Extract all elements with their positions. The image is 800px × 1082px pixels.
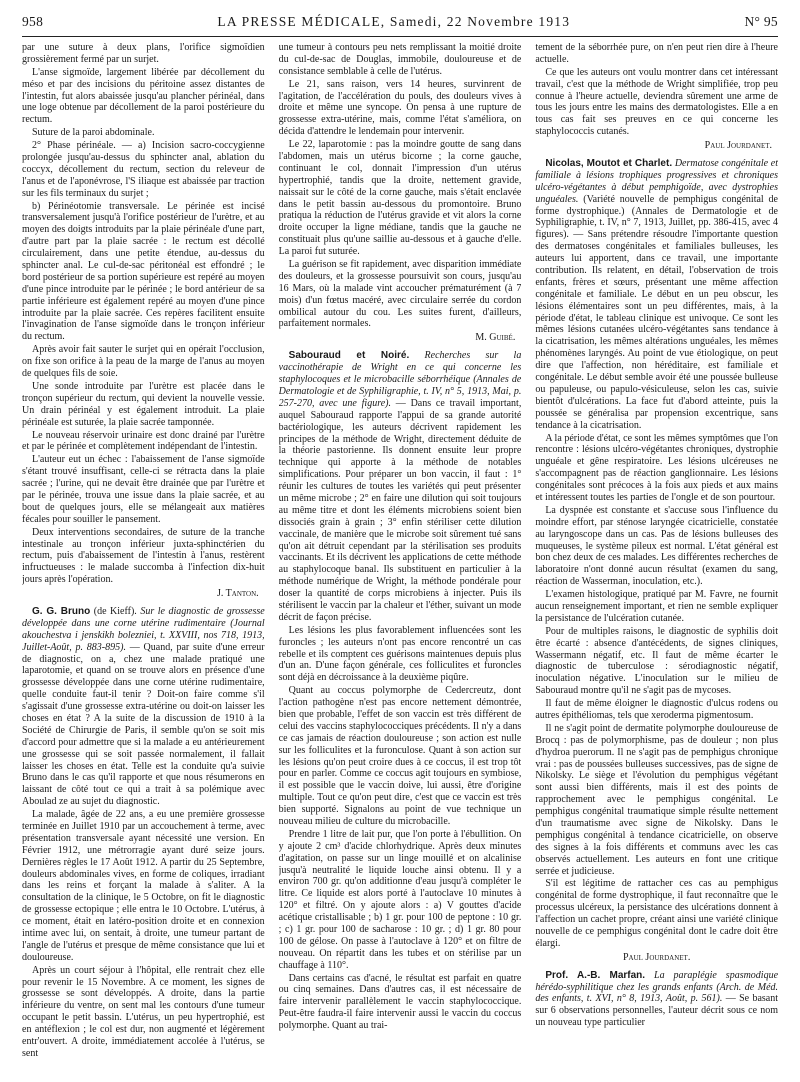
- paragraph: Une sonde introduite par l'urètre est placée dans le tronçon supérieur du rectum, qui devient la nouvelle vessie. Un drain périnéal y est également introduit. La plaie périnéale est suturée, la plaie sacrée tamponnée.: [22, 380, 265, 428]
- review-title: Dermatose congénitale et familiale à lésions trophiques progressives et chroniques ulcéro-végétantes à début pemphigoïde, avec dystrophies unguéales.: [535, 158, 778, 205]
- review-body: — Dans ce travail important, auquel Sabouraud rapporte l'appui de sa grande autorité bactériologique, les auteurs décrivent rapidement les principes de la méthode de Wright, directement déduite de la théorie pastorienne. Ils donnent ensuite leur propre technique qui apporte à la méthode de notables simplifications. Pour préparer un bon vaccin, il faut : 1° réunir les cultures de toutes les variétés qui peut présenter un même microbe ; 2° en faire une dilution qui soit toujours au même titre et dont les éléments microbiens soient bien dissociés grain à grain ; 3° enfin stériliser cette dilution vaccinale, de manière que le microbe soit sûrement tué sans qu'on ait détruit cependant par la stérilisation ses produits vaccinants. Et ils décrivent les applications de cette méthode au staphylocoque banal. Ils substituent en particulier à la méthode numérique de Wright, la méthode pondérale pour doser la quantité de corps microbiens à injecter. Puis ils stérilisent le vaccin par la chaleur et l'éther, suivant un mode décrit de façon précise.: [278, 397, 522, 623]
- review-affiliation: (de Kieff).: [93, 605, 137, 617]
- review-author: G. G. Bruno: [32, 605, 91, 617]
- paragraph: Le 21, sans raison, vers 14 heures, survinrent de l'agitation, de l'accélération du pouls, des douleurs vives à droite et même une syncope. On pensa à une rupture de grossesse extra-utérine, mais, comme l'état s'améliora, on décida d'attendre le lendemain pour intervenir.: [278, 78, 522, 138]
- paragraph: b) Périnéotomie transversale. Le périnée est incisé transversalement jusqu'à l'orifice postérieur de l'urètre, et au moyen des doigts introduits par la plaie périnéale d'une part, d'autre part par la plaie sacrée : le rectum est décollé circulairement, dans une petite étendue, au-dessus du sphincter anal. Le cul-de-sac péritonéal est effondré ; le bord postérieur de sa portion supérieure est repéré au moyen d'une pince introduite par le périnée ; le bord antérieur de sa partie inférieure est également repéré au moyen d'une pince introduite par la plaie sacrée. Ces repères facilitent ensuite l'invagination de l'anse sigmoïde dans le tronçon inférieur du rectum.: [22, 200, 265, 343]
- paragraph: S'il est légitime de rattacher ces cas au pemphigus congénital de forme dystrophique, il faut reconnaître que le processus ulcéreux, la persistance des ulcérations donnent à l'affection un cachet propre, créant ainsi une variété clinique nouvelle de ce pemphigus congénital dont le cadre doit être élargi.: [535, 878, 778, 949]
- review-reference: (Journal akouchestva i jenskikh bolezniei, t. XXVIII, nos 718, 1913, Juillet-Août, p. 883-895).: [22, 617, 265, 653]
- paragraph: A la période d'état, ce sont les mêmes symptômes que l'on rencontre : lésions ulcéro-végétantes chroniques, dystrophie unguéale et gêne respiratoire. Les lésions ulcéreuses ne s'accompagnent pas de réaction ganglionnaire. Les lésions congénitales sont précoces à la fois aux pieds et aux mains et intéressent toutes les parties de l'ongle et de son pourtour.: [535, 432, 778, 503]
- review-entry: [279, 350, 522, 623]
- signature: Paul Jourdanet.: [704, 140, 772, 152]
- paragraph: Après un court séjour à l'hôpital, elle rentrait chez elle pour revenir le 15 Novembre. A ce moment, les signes de grossesse se sont développés. A droite, dans la partie inférieure du ventre, on sent mal les contours d'une tumeur occupant le petit bassin. L'utérus, un peu hypertrophié, est en antéflexion ; le col est dur, non augmenté et légèrement entr'ouvert. A droite, immédiatement accolée à l'utérus, se sent: [22, 964, 265, 1059]
- signature: M. Guibé.: [475, 332, 516, 344]
- paragraph: Deux interventions secondaires, de suture de la tranche intestinale au tronçon inférieur juxta-sphinctérien du rectum, puis d'abaissement de l'intestin à l'anus, restèrent infructueuses : le malade succomba à l'infection dix-huit jours après l'opération.: [22, 526, 265, 586]
- review-entry: [535, 158, 778, 431]
- paragraph: La dyspnée est constante et s'accuse sous l'influence du moindre effort, par sténose laryngée cicatricielle, constatée au laryngoscope dans un cas. Pas de lésions bulleuses des muqueuses, le système pileux est normal. L'état général est bon chez deux de ces malades. Les différentes recherches de laboratoire n'ont donné aucun résultat (examen du sang, réaction de Wasserman, inoculation, etc.).: [535, 504, 778, 588]
- paragraph: Il faut de même éloigner le diagnostic d'ulcus rodens ou autres épithéliomas, tels que xeroderma pigmentosum.: [535, 698, 778, 721]
- column-1: [22, 42, 265, 1076]
- review-title: La paraplégie spasmodique hérédo-syphilitique chez les grands enfants: [535, 969, 778, 993]
- review-author: Sabouraud et Noiré.: [288, 350, 410, 362]
- article-columns: [22, 42, 778, 1076]
- review-body: — Quand, par suite d'une erreur de diagnostic, on a, chez une malade pratiqué une laparotomie, et quand on se trouve alors en présence d'une grossesse développée dans une corne utérine rudimentaire, quelle conduite faut-il tenir ? Doit-on faire comme s'il s'agissait d'une grossesse extra-utérine ou doit-on laisser les choses en état ? A la suite de la discussion de 1910 à la Société de Chirurgie de Paris, il semble qu'on se soit mis d'accord pour admettre que si la malade a eu antérieurement une grossesse qui se soit passée normalement, il fallait laisser les choses en état. Telle est la conduite qu'a suivie Bruno dans le cas qu'il rapporte et que nous résumerons en laissant de côté tout ce qui a trait à sa polémique avec Aboulad ze au sujet du diagnostic.: [22, 641, 265, 808]
- review-entry: [22, 606, 265, 808]
- paragraph: 2° Phase périnéale. — a) Incision sacro-coccygienne prolongée jusqu'au-dessus du sphincter anal, ablation du coccyx, décollement du rectum, section du releveur de l'anus et de l'aponévrose, l'S iliaque est abaissée par traction sur les fils terminaux du surjet ;: [22, 140, 265, 199]
- paragraph: Ce que les auteurs ont voulu montrer dans cet intéressant travail, c'est que la méthode de Wright simplifiée, trop peu connue à l'heure actuelle, deviendra sûrement une arme de tous les jours entre les mains des dermatologistes. Elle a en tous cas fait ses preuves en ce qui concerne les staphylococcis cutanés.: [535, 66, 778, 138]
- paragraph: L'anse sigmoïde, largement libérée par décollement du méso et par des incisions du péritoine assez distantes de l'intestin, fut alors abaissée jusqu'au plancher périnéal, dans une loge obtenue par décollement de la paroi postérieure du rectum.: [22, 66, 265, 126]
- paragraph: Dans certains cas d'acné, le résultat est parfait en quatre ou cinq semaines. Dans d'autres cas, il est nécessaire de faire intervenir parallèlement le vaccin staphylococcique. Peut-être faudra-il faire intervenir aussi le vaccin du coccus polymorphe. Quant au trai-: [278, 972, 522, 1032]
- paragraph: Le 22, laparotomie : pas la moindre goutte de sang dans l'abdomen, mais un utérus bicorne ; la corne gauche, continuant le col, donnait l'impression d'un utérus hypertrophié, tandis que la droite, nettement gravide, naissait sur le côté de la corne gauche, mais s'était enclavée dans le petit bassin au-dessous du promontoire. Bruno pratiqua la réduction de l'utérus gravide et vit alors la corne droite occuper la ligne médiane, tandis que la gauche ne constituait plus qu'une saillie au-dessous et à gauche d'elle. La paroi fut suturée.: [278, 139, 522, 258]
- column-3: [535, 42, 778, 1076]
- review-entry: [535, 970, 778, 1029]
- paragraph: Quant au coccus polymorphe de Cedercreutz, dont l'action pathogène n'est pas encore nettement démontrée, bien que probable, l'effet de son vaccin est très différent de celui des vaccins staphylococciques précédents. Il n'y a dans ce cas jamais de réaction douloureuse ; son action est nulle sur les folliculites et la furonculose. Quant à son action sur les lésions qu'on peut croire dues à ce coccus, il est trop tôt pour en parler. Comme ce coccus agit toujours en symbiose, il est possible que le vaccin doive, lui aussi, être d'origine multiple. Tout ce qu'on peut dire, c'est que ce vaccin est très bien supporté. Signalons au point de vue technique un nouveau milieu de culture du microbacille.: [278, 685, 522, 827]
- review-body: (Variété nouvelle de pemphigus congénital de forme dystrophique.) (Annales de Dermatologie et de Syphiligraphie, t. IV, n° 7, 1913, Juillet, pp. 386-415, avec 4 figures). — Sans prétendre résoudre l'importante question des dermatoses congénitales et familiales bulleuses, les auteurs lui apportent, dans ce travail, une importante contribution. Ils relatent, en détail, l'observation de trois enfants, frères et sœurs, présentant une même affection congénitale et familiale. Le début en un peu obscur, les lésions élémentaires sont un peu différentes, mais, à la période d'état, le tableau clinique est univoque. Ce sont les mêmes lésions cutanées ulcéro-végétantes sans tendance à la cicatrisation, les mêmes altérations unguéales, les mêmes phénomènes laryngés. Au point de vue étiologique, on peut dire que l'affection, non héréditaire, est familiale et congénitale. Le début semble avoir été une poussée bulleuse ou papuleuse, ou papulo-vésiculeuse, selon les cas, suivie bientôt d'ulcérations. La face fut d'abord atteinte, puis la poussée se généralisa par propension excentrique, sans tendance à la cicatrisation.: [535, 193, 778, 431]
- paragraph: L'examen histologique, pratiqué par M. Favre, ne fournit aucun renseignement important, et rien ne semble expliquer la persistance de l'ulcération cutanée.: [535, 589, 778, 624]
- paragraph: Prendre 1 litre de lait pur, que l'on porte à l'ébullition. On y ajoute 2 cm³ d'acide chlorhydrique. Après deux minutes d'agitation, on passe sur un linge mouillé et on alcalinise jusqu'à neutralité le liquide louche ainsi obtenu. Il y a environ 700 gr. qu'on additionne d'eau jusqu'à compléter le litre. Ce liquide est alors porté à l'autoclave 10 minutes à 120° et filtré. On y ajoute alors : a) V gouttes d'acide acétique cristallisable ; b) 1 gr. pour 100 de peptone : 10 gr. ; c) 1 gr. pour 100 de sacharose : 10 gr. ; d) 1 gr. 80 pour 100 de gélose. On passe à l'autoclave à 120° et on filtre de nouveau. On répartit dans les tubes et on stérilise par un chauffage à 110°.: [278, 828, 522, 971]
- paragraph: La malade, âgée de 22 ans, a eu une première grossesse terminée en Juillet 1910 par un accouchement à terme, avec présentation transversale ayant nécessité une version. En Février 1912, une métrorragie ayant duré seize jours. Dernières règles le 17 Août 1912. A partir du 25 Septembre, douleurs abdominales vives, en forme de coliques, irradiant dans les reins et forçant la malade à s'aliter. A la consultation de la clinique, le 5 Octobre, on fit le diagnostic de grossesse ectopique ; elle entra le 10 Octobre. L'utérus, à ce moment, était en latéro-position droite et en connexion intime avec lui, on sentait, à droite, une tumeur partant de l'angle de l'utérus et presque de même consistance que lui et douloureuse.: [22, 809, 265, 963]
- paragraph: L'auteur eut un échec : l'abaissement de l'anse sigmoïde s'étant trouvé insuffisant, celle-ci se rétracta dans la plaie sacrée ; l'urine, qui ne devait être drainée que par l'urètre et par le périnée, trouva une issue dans la plaie sacrée, et au bout de quelques jours, elle se mélangeait aux matières fécales pour souiller le pansement.: [22, 454, 265, 525]
- review-reference: (Arch. de Méd. des enfants, t. XVI, n° 8, 1913, Août, p. 561).: [535, 981, 778, 1005]
- paragraph: par une suture à deux plans, l'orifice sigmoïdien grossièrement fermé par un surjet.: [22, 42, 265, 65]
- page-number: 958: [22, 14, 44, 29]
- review-body: — Se basant sur 6 observations personnelles, l'auteur décrit sous ce nom un nouveau type particulier: [535, 993, 778, 1029]
- paragraph: Les lésions les plus favorablement influencées sont les furoncles ; les auteurs n'ont pas encore rencontré un cas rebelle et ils comptent ces guérisons maintenues depuis plus d'un an. D'une façon générale, ces folliculites et furoncles sont déjà en décroissance à la deuxième piqûre.: [278, 624, 522, 684]
- journal-title: LA PRESSE MÉDICALE, Samedi, 22 Novembre 1913: [217, 14, 571, 29]
- issue-number: N° 95: [744, 14, 778, 29]
- review-title: Sur le diagnostic de grossesse développée dans une corne utérine rudimentaire: [22, 605, 265, 629]
- review-author: Prof. A.-B. Marfan.: [545, 969, 646, 981]
- paragraph: Le nouveau réservoir urinaire est donc drainé par l'urètre et par le périnée et complètement indépendant de l'intestin.: [22, 429, 265, 453]
- review-author: Nicolas, Moutot et Charlet.: [545, 158, 673, 170]
- signature: Paul Jourdanet.: [622, 951, 691, 963]
- paragraph: Pour de multiples raisons, le diagnostic de syphilis doit être écarté : absence d'antécédents, de signes cliniques, Wassermann négatif, etc. Il faut de même écarter le diagnostic de tuberculose : sérodiagnostic négatif, inoculation négative. L'inoculation sur le milieu de Sabouraud montre qu'il ne s'agit pas de mycoses.: [535, 625, 778, 697]
- review-reference: (Annales de Dermatologie et de Syphiligraphie, t. IV, n° 5, 1913, Mai, p. 257-270, avec une figure).: [278, 374, 522, 409]
- signature: J. Tanton.: [216, 588, 259, 600]
- paragraph: une tumeur à contours peu nets remplissant la moitié droite du cul-de-sac de Douglas, immobile, douloureuse et de consistance semblable à celle de l'utérus.: [278, 42, 522, 77]
- paragraph: Il ne s'agit point de dermatite polymorphe douloureuse de Brocq : pas de polymorphisme, pas de douleur ; non plus d'hydroa puerorum. Il ne s'agit pas de pemphigus chronique vrai : pas de poussées bulleuses successives, pas de signe de Nikolsky. Le siège et l'évolution du pemphigus végétant sont aussi bien différents, mais il est des points de rapprochement avec le pemphigus congénital. Le pemphigus congénital traumatique simple résulte nettement d'un traumatisme avec signe de Nikolsky. Dans le pemphigus congénital à tendance cicatricielle, on observe des signes à la fois différents et communs avec les cas observés actuellement. Les auteurs en font une critique serrée et judicieuse.: [535, 722, 778, 877]
- review-title: Recherches sur la vaccinothérapie de Wright en ce qui concerne les staphylocoques et le microbacille séborrhéique: [278, 350, 522, 386]
- paragraph: tement de la séborrhée pure, on n'en peut rien dire à l'heure actuelle.: [535, 42, 778, 65]
- page-header: [22, 14, 778, 36]
- paragraph: Après avoir fait sauter le surjet qui en opérait l'occlusion, on fixe son orifice à la peau de la marge de l'anus au moyen de quelques fils de soie.: [22, 344, 265, 380]
- header-rule: [22, 36, 778, 37]
- paragraph: La guérison se fit rapidement, avec disparition immédiate des douleurs, et la grossesse poursuivit son cours, jusqu'au 16 Mars, où la malade vint accoucher prématurément (à 7 mois) d'un fœtus macéré, avec circulaire serrée du cordon ombilical autour du cou. Les suites furent, d'ailleurs, parfaitement normales.: [278, 259, 522, 330]
- paragraph: Suture de la paroi abdominale.: [32, 127, 155, 139]
- column-2: [279, 42, 522, 1076]
